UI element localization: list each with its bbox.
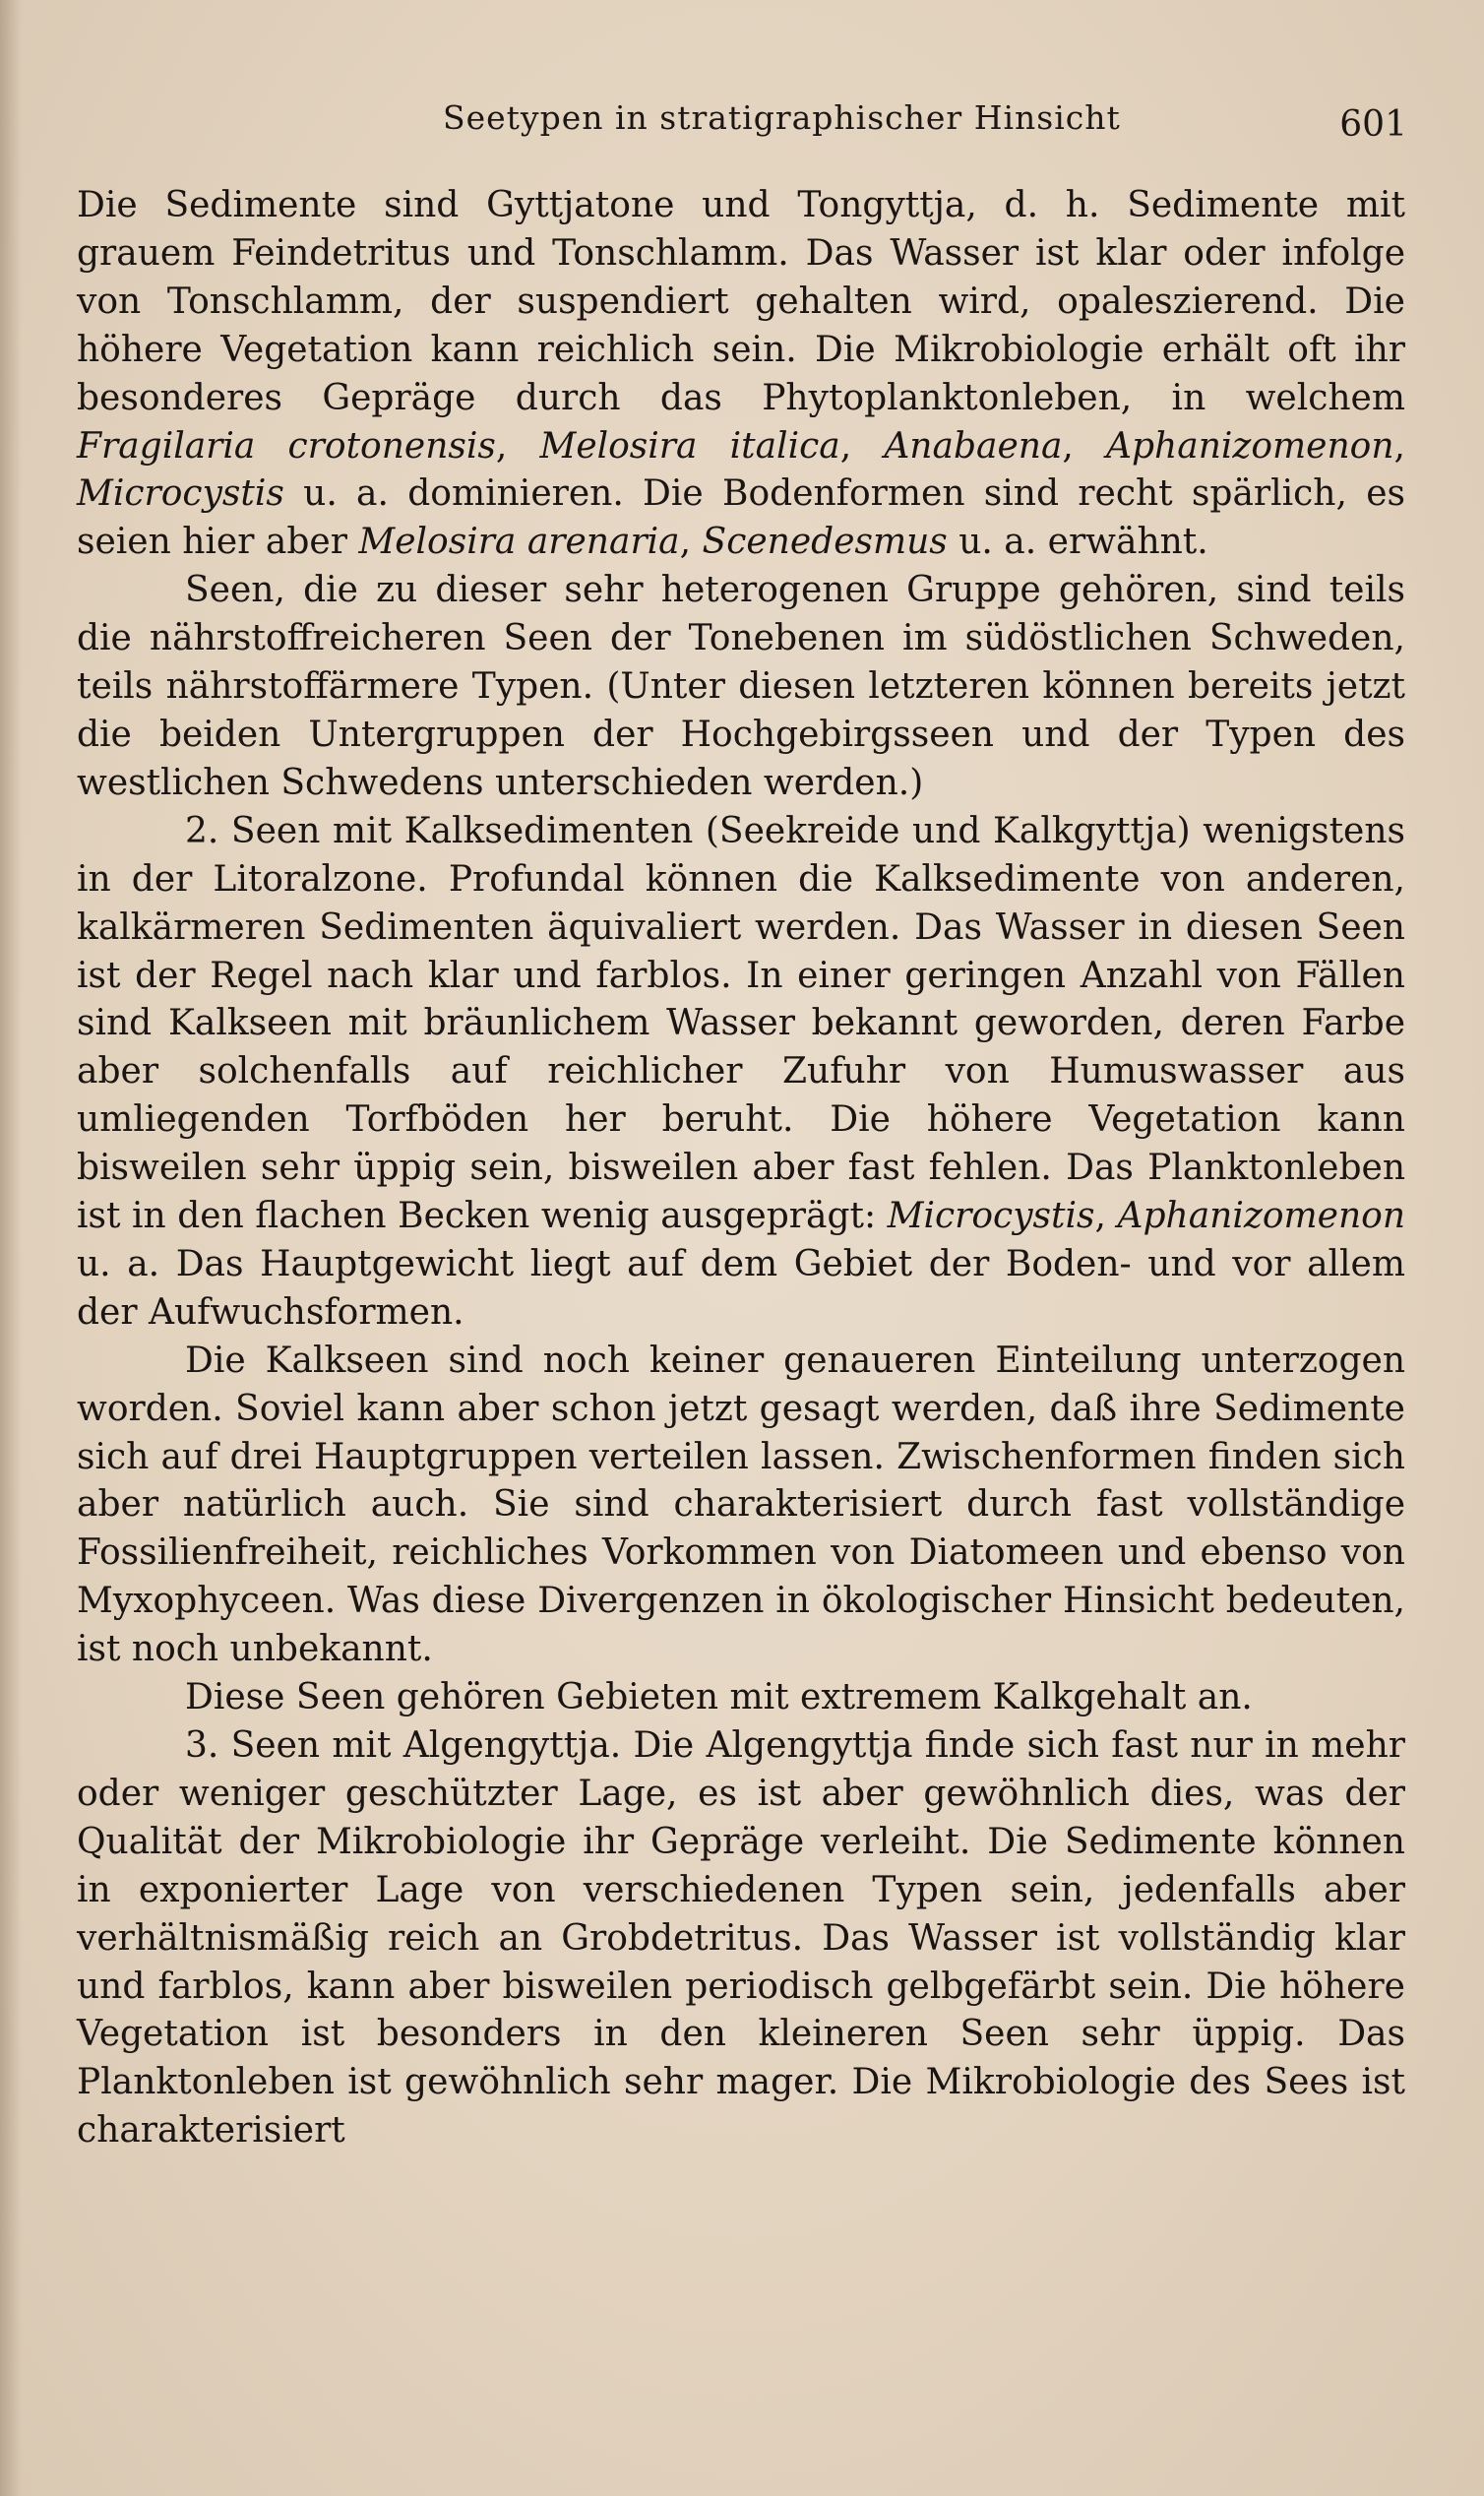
taxon-name: Melosira arenaria [358, 522, 680, 563]
taxon-name: Scenedesmus [702, 522, 948, 563]
taxon-name: Anabaena [884, 425, 1063, 467]
body-text [77, 182, 1405, 2155]
text-run: Die Kalkseen sind noch keiner genaueren Einteilung unterzogen worden. Soviel kann aber schon jetzt gesagt werden, daß ihre Sedimente sich auf drei Hauptgruppen verteilen lassen. Zwischenformen finden sich aber natürlich auch. Sie sind charakterisiert durch fast vollständige Fossilienfreiheit, reichliches Vorkommen von Diatomeen und ebenso von Myxophyceen. Was diese Divergenzen in ökologischer Hinsicht bedeuten, ist noch unbekannt. [77, 1340, 1405, 1670]
text-run: u. a. Das Hauptgewicht liegt auf dem Gebiet der Boden- und vor allem der Aufwuchsformen. [77, 1243, 1405, 1333]
taxon-name: Melosira italica [539, 425, 840, 467]
taxon-name: Microcystis [77, 473, 284, 515]
taxon-name: Aphanizomenon [1117, 1196, 1406, 1237]
text-run: , [1062, 425, 1107, 467]
paragraph-sedimente [77, 182, 1405, 567]
taxon-name: Fragilaria crotonensis [77, 425, 496, 467]
running-head: Seetypen in stratigraphischer Hinsicht [443, 98, 1121, 137]
text-run: , [1393, 425, 1405, 467]
text-run: Diese Seen gehören Gebieten mit extremem Kalkgehalt an. [185, 1677, 1253, 1718]
text-run: , [839, 425, 885, 467]
text-run: u. a. erwähnt. [947, 522, 1208, 563]
page-number: 601 [1339, 104, 1407, 145]
text-run: u. a. dominieren. Die Bodenformen sind recht spärlich, es seien hier aber [77, 473, 1405, 563]
paragraph-heterogene-gruppe [77, 567, 1405, 808]
text-run: , [495, 425, 540, 467]
page-header [79, 98, 1407, 157]
paragraph-kalkseen [77, 1338, 1405, 1674]
text-run: Seen, die zu dieser sehr heterogenen Gruppe gehören, sind teils die nährstoffreicheren Seen der Tonebenen im südöstlichen Schweden, teils nährstoffärmere Typen. (Unter diesen letzteren können bereits jetzt die beiden Untergruppen der Hochgebirgsseen und der Typen des westlichen Schwedens unterschieden werden.) [77, 570, 1405, 803]
text-run: 3. Seen mit Algengyttja. Die Algengyttja finde sich fast nur in mehr oder weniger geschützter Lage, es ist aber gewöhnlich dies, was der Qualität der Mikrobiologie ihr Gepräge verleiht. Die Sedimente können in exponierter Lage von verschiedenen Typen sein, jedenfalls aber verhältnismäßig reich an Grobdetritus. Das Wasser ist vollständig klar und farblos, kann aber bisweilen periodisch gelbgefärbt sein. Die höhere Vegetation ist besonders in den kleineren Seen sehr üppig. Das Planktonleben ist gewöhnlich sehr mager. Die Mikrobiologie des Sees ist charakterisiert [77, 1725, 1405, 2152]
text-run: 2. Seen mit Kalksedimenten (Seekreide und Kalkgyttja) wenigstens in der Litoralzone. Profundal können die Kalksedimente von anderen, kalkärmeren Sedimenten äquivaliert werden. Das Wasser in diesen Seen ist der Regel nach klar und farblos. In einer geringen Anzahl von Fällen sind Kalkseen mit bräunlichem Wasser bekannt geworden, deren Farbe aber solchenfalls auf reichlicher Zufuhr von Humuswasser aus umliegenden Torfböden her beruht. Die höhere Vegetation kann bisweilen sehr üppig sein, bisweilen aber fast fehlen. Das Planktonleben ist in den flachen Becken wenig ausgeprägt: [77, 810, 1405, 1237]
paragraph-kalkgehalt [77, 1674, 1405, 1722]
page-edge-shadow [0, 0, 22, 2496]
text-run: Die Sedimente sind Gyttjatone und Tongyttja, d. h. Sedimente mit grauem Feindetritus und Tonschlamm. Das Wasser ist klar oder infolge von Tonschlamm, der suspendiert gehalten wird, opaleszierend. Die höhere Vegetation kann reichlich sein. Die Mikrobiologie erhält oft ihr besonderes Gepräge durch das Phytoplanktonleben, in welchem [77, 185, 1405, 418]
taxon-name: Aphanizomenon [1106, 425, 1394, 467]
paragraph-algengyttja [77, 1722, 1405, 2155]
text-run: , [1094, 1196, 1118, 1237]
text-run: , [679, 522, 703, 563]
taxon-name: Microcystis [887, 1196, 1095, 1237]
paragraph-kalksedimente [77, 808, 1405, 1338]
